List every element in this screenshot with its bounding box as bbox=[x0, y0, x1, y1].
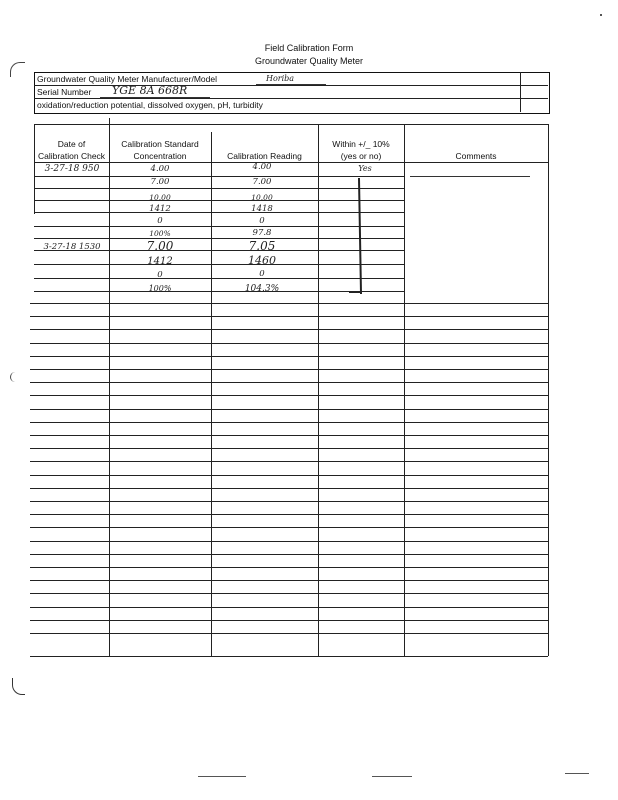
row-standard: 1412 bbox=[149, 204, 171, 214]
footer-mark-3 bbox=[565, 773, 589, 774]
row-rule bbox=[30, 580, 548, 581]
row-rule bbox=[30, 395, 548, 396]
col-header-within-line2: (yes or no) bbox=[340, 151, 382, 161]
col-header-within bbox=[318, 138, 404, 162]
row-reading: 97.8 bbox=[252, 228, 272, 238]
row-rule bbox=[30, 554, 548, 555]
row-rule bbox=[34, 176, 404, 177]
within-ditto-stroke bbox=[358, 178, 362, 294]
row-reading: 7.00 bbox=[252, 177, 272, 187]
row-within: Yes bbox=[358, 164, 372, 173]
form-subtitle: Groundwater Quality Meter bbox=[254, 56, 364, 66]
row-rule bbox=[30, 448, 548, 449]
within-ditto-hook bbox=[349, 292, 361, 293]
row-rule bbox=[30, 527, 548, 528]
row-standard: 0 bbox=[157, 270, 163, 280]
row-rule bbox=[30, 541, 548, 542]
col-header-within-line1: Within +/_ 10% bbox=[332, 139, 390, 149]
parameters-text: oxidation/reduction potential, dissolved oxygen, pH, turbidity bbox=[37, 100, 263, 110]
manufacturer-underline bbox=[256, 84, 326, 85]
row-date: 3-27-18 1530 bbox=[43, 242, 101, 252]
row-standard: 100% bbox=[149, 229, 171, 238]
col-divider-4 bbox=[404, 124, 405, 656]
row-rule bbox=[30, 409, 548, 410]
row-rule bbox=[30, 356, 548, 357]
table-top-rule bbox=[34, 124, 548, 125]
col-header-comments-text: Comments bbox=[455, 151, 497, 161]
row-reading: 0 bbox=[259, 216, 265, 226]
row-rule bbox=[30, 461, 548, 462]
col-header-date-line2: Calibration Check bbox=[37, 151, 106, 161]
row-rule bbox=[30, 329, 548, 330]
footer-mark-2 bbox=[372, 776, 412, 777]
manufacturer-value: Horiba bbox=[266, 74, 295, 83]
col-divider-3 bbox=[318, 124, 319, 656]
row-rule bbox=[30, 514, 548, 515]
col-header-standard-line1: Calibration Standard bbox=[121, 139, 199, 149]
row-reading: 1460 bbox=[248, 254, 276, 267]
col-header-comments bbox=[404, 150, 548, 162]
col-header-reading bbox=[211, 150, 318, 162]
row-rule bbox=[30, 633, 548, 634]
row-rule bbox=[30, 475, 548, 476]
corner-dot bbox=[600, 14, 602, 16]
manufacturer-label: Groundwater Quality Meter Manufacturer/Model bbox=[37, 74, 217, 84]
serial-value: YGE 8A 668R bbox=[112, 84, 188, 97]
row-standard: 4.00 bbox=[150, 164, 170, 174]
row-rule bbox=[34, 226, 404, 227]
row-reading: 0 bbox=[259, 269, 265, 279]
row-reading: 10.00 bbox=[251, 193, 273, 202]
row-rule bbox=[34, 291, 404, 292]
row-reading: 1418 bbox=[251, 204, 273, 214]
left-margin-mark bbox=[10, 62, 25, 77]
row-date: 3-27-18 950 bbox=[44, 164, 100, 174]
row-rule bbox=[34, 238, 404, 239]
form-title: Field Calibration Form bbox=[264, 43, 354, 53]
col-divider-1 bbox=[109, 118, 110, 656]
table-bottom-rule bbox=[30, 656, 548, 657]
row-standard: 7.00 bbox=[146, 239, 174, 253]
row-rule bbox=[30, 343, 548, 344]
row-standard: 10.00 bbox=[149, 193, 171, 202]
row-rule bbox=[34, 188, 404, 189]
col-header-standard bbox=[109, 138, 211, 162]
footer-mark-1 bbox=[198, 776, 246, 777]
serial-underline bbox=[100, 97, 210, 98]
header-divider-2 bbox=[34, 98, 548, 99]
col-divider-2 bbox=[211, 132, 212, 656]
left-margin-mark-3 bbox=[12, 678, 25, 695]
row-rule bbox=[30, 567, 548, 568]
row-rule bbox=[34, 250, 404, 251]
row-rule bbox=[30, 593, 548, 594]
row-standard: 7.00 bbox=[150, 177, 170, 187]
row-standard: 100% bbox=[148, 284, 172, 293]
row-reading: 4.00 bbox=[252, 162, 272, 172]
row-rule bbox=[34, 278, 404, 279]
row-rule bbox=[34, 264, 404, 265]
row-reading: 104.3% bbox=[244, 284, 280, 294]
row-rule bbox=[30, 369, 548, 370]
row-standard: 0 bbox=[157, 216, 163, 226]
row-rule bbox=[34, 212, 404, 213]
row-rule bbox=[30, 435, 548, 436]
col-header-date-line1: Date of bbox=[57, 139, 86, 149]
row-rule bbox=[30, 607, 548, 608]
row-rule bbox=[30, 422, 548, 423]
left-margin-mark-2 bbox=[10, 372, 17, 382]
row-rule bbox=[30, 303, 548, 304]
row-rule bbox=[34, 200, 404, 201]
col-header-date bbox=[34, 138, 109, 162]
row-rule bbox=[30, 501, 548, 502]
col-header-reading-text: Calibration Reading bbox=[227, 151, 302, 161]
row1-strike-2 bbox=[410, 176, 530, 177]
row-rule bbox=[30, 620, 548, 621]
header-right-rule bbox=[520, 72, 521, 112]
serial-label: Serial Number bbox=[37, 87, 92, 97]
row-rule bbox=[30, 316, 548, 317]
row-reading: 7.05 bbox=[248, 239, 276, 253]
row-rule bbox=[30, 488, 548, 489]
row-standard: 1412 bbox=[147, 256, 173, 267]
row-rule bbox=[30, 382, 548, 383]
table-right-rule bbox=[548, 124, 549, 656]
col-header-standard-line2: Concentration bbox=[133, 151, 187, 161]
